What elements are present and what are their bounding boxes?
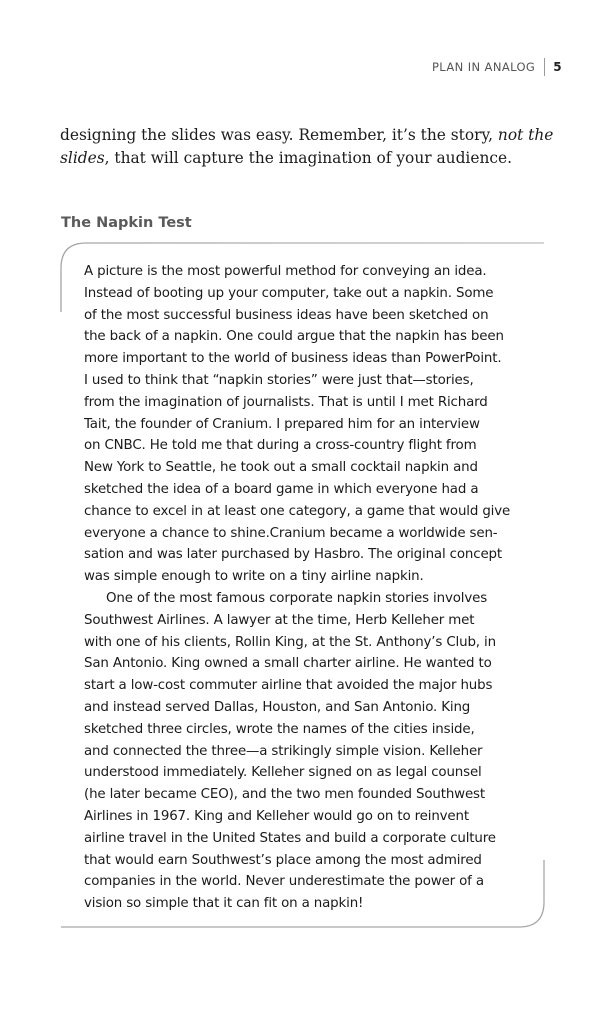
sidebar-line: Airlines in 1967. King and Kelleher would go on to reinvent [84, 808, 469, 824]
sidebar-line: the back of a napkin. One could argue that the napkin has been [84, 329, 504, 345]
sidebar-line: was simple enough to write on a tiny airline napkin. [84, 569, 424, 585]
sidebar-line: on CNBC. He told me that during a cross-country flight from [84, 438, 477, 454]
sidebar-line: sation and was later purchased by Hasbro. The original concept [84, 547, 503, 563]
sidebar-line: with one of his clients, Rollin King, at the St. Anthony’s Club, in [84, 634, 496, 650]
intro-line-2-text: , that will capture the imagination of your audience. [104, 149, 512, 167]
sidebar-line: Tait, the founder of Cranium. I prepared him for an interview [84, 416, 480, 432]
page-number: 5 [553, 60, 562, 74]
sidebar-line: from the imagination of journalists. That is until I met Richard [84, 394, 488, 410]
sidebar-line: San Antonio. King owned a small charter airline. He wanted to [84, 656, 492, 672]
sidebar-line: start a low-cost commuter airline that avoided the major hubs [84, 678, 493, 694]
sidebar-line: vision so simple that it can fit on a napkin! [84, 896, 364, 912]
sidebar-line: A picture is the most powerful method for conveying an idea. [84, 264, 487, 279]
sidebar-line: I used to think that “napkin stories” were just that—stories, [84, 372, 474, 388]
sidebar-line: and connected the three—a strikingly simple vision. Kelleher [84, 743, 483, 759]
sidebar-line: (he later became CEO), and the two men founded Southwest [84, 787, 485, 803]
sidebar-line: everyone a chance to shine.Cranium became a worldwide sen- [84, 525, 498, 541]
sidebar-line: more important to the world of business ideas than PowerPoint. [84, 351, 502, 367]
sidebar-line: companies in the world. Never underestimate the power of a [84, 874, 484, 890]
sidebar-line: airline travel in the United States and build a corporate culture [84, 830, 496, 846]
sidebar-line: New York to Seattle, he took out a small cocktail napkin and [84, 460, 478, 476]
sidebar-line: chance to excel in at least one category, a game that would give [84, 503, 511, 519]
sidebar-body [84, 261, 534, 915]
sidebar-line: One of the most famous corporate napkin stories involves [106, 590, 488, 606]
sidebar-line: sketched three circles, wrote the names of the cities inside, [84, 721, 475, 737]
sidebar-line: Instead of booting up your computer, take out a napkin. Some [84, 285, 494, 301]
sidebar-line: of the most successful business ideas have been sketched on [84, 307, 489, 323]
sidebar-line: and instead served Dallas, Houston, and San Antonio. King [84, 699, 471, 715]
sidebar-line: understood immediately. Kelleher signed on as legal counsel [84, 765, 482, 781]
sidebar-title: The Napkin Test [61, 215, 192, 231]
running-head-section: PLAN IN ANALOG [431, 60, 536, 74]
intro-italic-1: not the [497, 126, 554, 144]
intro-line-1-text: designing the slides was easy. Remember, it’s the story, [60, 126, 494, 144]
sidebar-line: that would earn Southwest’s place among the most admired [84, 852, 482, 868]
sidebar-line: sketched the idea of a board game in which everyone had a [84, 481, 479, 497]
sidebar-line: Southwest Airlines. A lawyer at the time, Herb Kelleher met [84, 612, 475, 628]
intro-italic-2: slides [60, 149, 105, 167]
